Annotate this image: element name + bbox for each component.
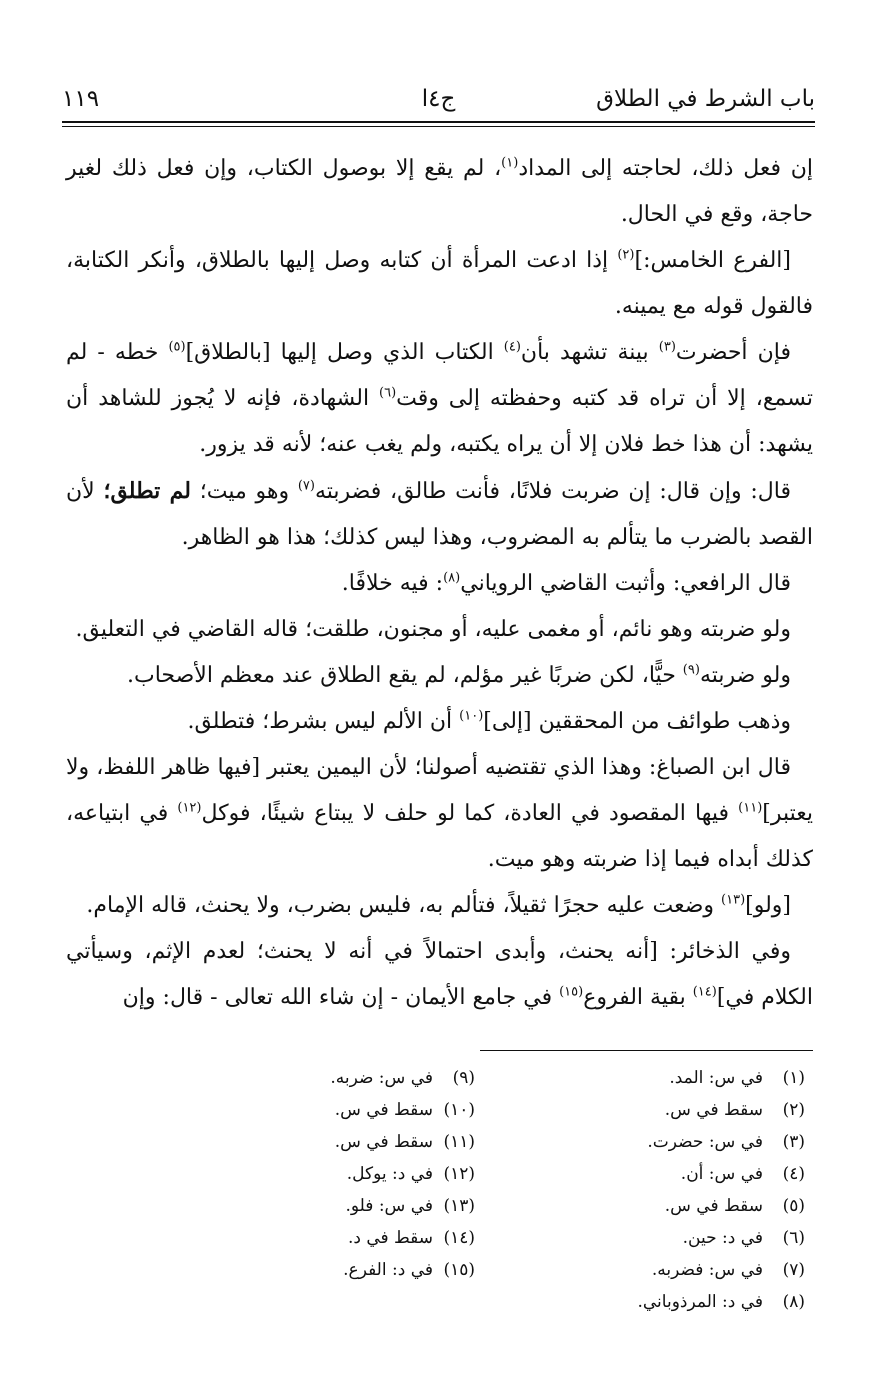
footnotes-column-right xyxy=(505,1062,805,1318)
paragraph-8: وذهب طوائف من المحققين [إلى]$^{(١٠)}$ أن الألم ليس بشرط؛ فتطلق. xyxy=(187,708,791,734)
footnote: (١٣)في س: فلو. xyxy=(345,1196,475,1216)
footnote: (٨)في د: المرذوباني. xyxy=(637,1292,805,1312)
footnote: (٧)في س: فضربه. xyxy=(651,1260,805,1280)
footnotes-column-left xyxy=(175,1062,475,1286)
footnote-ref[interactable]: (٣) xyxy=(658,339,676,355)
paragraph-5: قال الرافعي: وأثبت القاضي الروياني$^{(٨)}$: فيه خلافًا. xyxy=(341,570,791,596)
header-rule-thick xyxy=(62,121,815,123)
footnote-ref[interactable]: (١٣) xyxy=(721,892,746,908)
footnote: (٢)سقط في س. xyxy=(664,1100,805,1120)
main-text xyxy=(66,146,813,1021)
footnote-ref[interactable]: (١٤) xyxy=(692,984,717,1000)
footnote: (١٠)سقط في س. xyxy=(334,1100,475,1120)
footnote-separator xyxy=(480,1050,813,1051)
paragraph-11: وفي الذخائر: [أنه يحنث، وأبدى احتمالاً في أنه لا يحنث؛ لعدم الإثم، وسيأتي الكلام في]$^{(١٤)}$ بقية الفروع$^{(١٥)}$ في جامع الأيمان - إن شاء الله تعالى - قال: وإن xyxy=(66,939,813,1010)
footnote: (٤)في س: أن. xyxy=(680,1164,805,1184)
volume-label: ج٤ا xyxy=(421,86,456,112)
footnote: (١)في س: المد. xyxy=(669,1068,805,1088)
footnote-ref[interactable]: (٢) xyxy=(617,247,635,263)
paragraph-7: ولو ضربته$^{(٩)}$ حيًّا، لكن ضربًا غير مؤلم، لم يقع الطلاق عند معظم الأصحاب. xyxy=(126,662,791,688)
footnote-ref[interactable]: (٦) xyxy=(379,385,397,401)
footnote: (١٥)في د: الفرع. xyxy=(343,1260,475,1280)
footnote: (١٤)سقط في د. xyxy=(347,1228,475,1248)
bold-ruling: لم تطلق؛ xyxy=(103,478,191,504)
footnote: (٩)في س: ضربه. xyxy=(330,1068,475,1088)
footnote-ref[interactable]: (٥) xyxy=(168,339,186,355)
footnote-ref[interactable]: (٨) xyxy=(443,570,461,586)
footnote-ref[interactable]: (١٥) xyxy=(559,984,584,1000)
paragraph-2: [الفرع الخامس:]$^{(٢)}$ إذا ادعت المرأة أن كتابه وصل إليها بالطلاق، وأنكر الكتابة، فالقول قوله مع يمينه. xyxy=(66,247,813,319)
paragraph-10: [ولو]$^{(١٣)}$ وضعت عليه حجرًا ثقيلاً، فتألم به، فليس بضرب، ولا يحنث، قاله الإمام. xyxy=(86,892,791,918)
footnote-ref[interactable]: (١٠) xyxy=(459,708,484,724)
page-number: ١١٩ xyxy=(62,86,100,112)
footnote: (٣)في س: حضرت. xyxy=(647,1132,805,1152)
paragraph-4: قال: وإن قال: إن ضربت فلانًا، فأنت طالق، فضربته$^{(٧)}$ وهو ميت؛ لم تطلق؛ لأن القصد بالضرب ما يتألم به المضروب، وهذا ليس كذلك؛ هذا هو الظاهر. xyxy=(66,478,813,550)
footnote: (٦)في د: حين. xyxy=(682,1228,805,1248)
footnote-ref[interactable]: (١٢) xyxy=(177,800,202,816)
footnote-ref[interactable]: (٧) xyxy=(297,478,315,494)
footnote: (٥)سقط في س. xyxy=(664,1196,805,1216)
paragraph-6: ولو ضربته وهو نائم، أو مغمى عليه، أو مجنون، طلقت؛ قاله القاضي في التعليق. xyxy=(75,617,791,642)
footnote-ref[interactable]: (٤) xyxy=(503,339,521,355)
header-rule-thin xyxy=(62,126,815,127)
paragraph-9: قال ابن الصباغ: وهذا الذي تقتضيه أصولنا؛ لأن اليمين يعتبر [فيها ظاهر اللفظ، ولا يعتبر]$^{(١١)}$ فيها المقصود في العادة، كما لو حلف لا يبتاع شيئًا، فوكل$^{(١٢)}$ في ابتياعه، كذلك أبداه فيما إذا ضربته وهو ميت. xyxy=(66,755,814,872)
footnote: (١١)سقط في س. xyxy=(334,1132,475,1152)
running-header xyxy=(62,80,815,120)
paragraph-3: فإن أحضرت$^{(٣)}$ بينة تشهد بأن$^{(٤)}$ الكتاب الذي وصل إليها [بالطلاق]$^{(٥)}$ خطه - لم تسمع، إلا أن تراه قد كتبه وحفظته إلى وقت$^{(٦)}$ الشهادة، فإنه لا يُجوز للشاهد أن يشهد: أن هذا خط فلان إلا أن يراه يكتبه، ولم يغب عنه؛ لأنه قد يزور. xyxy=(66,339,813,457)
footnote-ref[interactable]: (٩) xyxy=(682,662,700,678)
footnote-ref[interactable]: (١١) xyxy=(738,800,763,816)
chapter-title: باب الشرط في الطلاق xyxy=(596,86,815,112)
paragraph-1: إن فعل ذلك، لحاجته إلى المداد$^{(١)}$، لم يقع إلا بوصول الكتاب، وإن فعل ذلك لغير حاجة، وقع في الحال. xyxy=(66,155,813,227)
footnote-ref[interactable]: (١) xyxy=(501,155,519,171)
footnote: (١٢)في د: يوكل. xyxy=(346,1164,475,1184)
